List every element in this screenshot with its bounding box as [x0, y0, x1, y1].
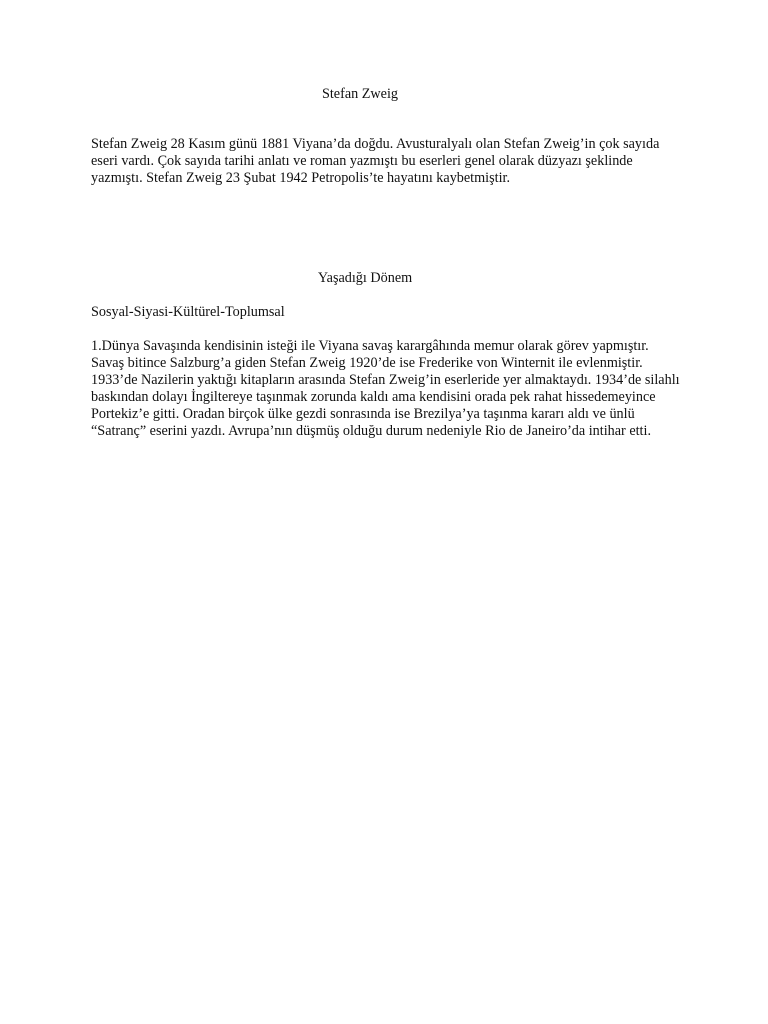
document-title: Stefan Zweig — [321, 86, 399, 102]
section-title: Yaşadığı Dönem — [317, 270, 413, 286]
intro-paragraph: Stefan Zweig 28 Kasım günü 1881 Viyana’da doğdu. Avusturalyalı olan Stefan Zweig’in çok sayıda eseri vardı. Çok sayıda tarihi anlatı ve roman yazmıştı bu eserleri genel olarak düzyazı şeklinde yazmıştı. Stefan Zweig 23 Şubat 1942 Petropolis’te hayatını kaybetmiştir. — [91, 136, 660, 186]
section-subheading: Sosyal-Siyasi-Kültürel-Toplumsal — [91, 304, 285, 320]
body-paragraph: 1.Dünya Savaşında kendisinin isteği ile Viyana savaş karargâhında memur olarak görev yapmıştır. Savaş bitince Salzburg’a giden Stefan Zweig 1920’de ise Frederike von Winternit ile evlenmiştir. 1933’de Nazilerin yaktığı kitapların arasında Stefan Zweig’in eserleride yer almaktaydı. 1934’de silahlı baskından dolayı İngiltereye taşınmak zorunda kaldı ama kendisini orada pek rahat hissedemeyince Portekiz’e gitti. Oradan birçok ülke gezdi sonrasında ise Brezilya’ya taşınma kararı aldı ve ünlü “Satranç” eserini yazdı. Avrupa’nın düşmüş olduğu durum nedeniyle Rio de Janeiro’da intihar etti. — [91, 338, 680, 439]
